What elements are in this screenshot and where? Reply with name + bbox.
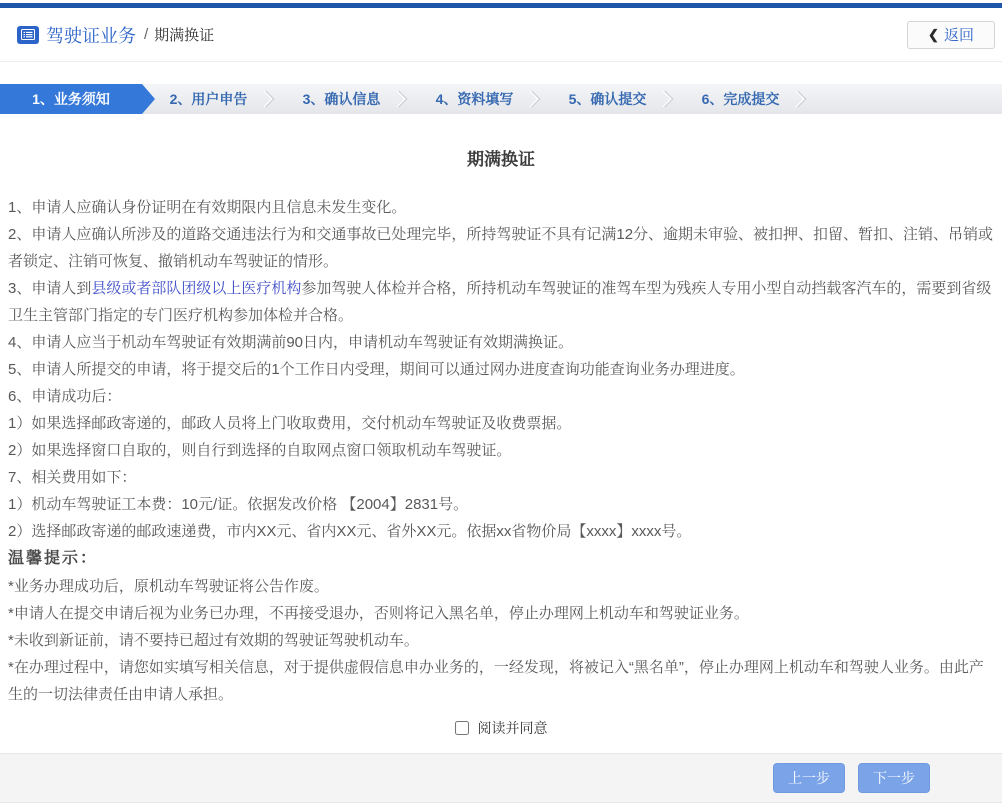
tip-item: *未收到新证前，请不要持已超过有效期的驾驶证驾驶机动车。 xyxy=(8,632,419,649)
header xyxy=(0,8,1002,62)
prev-step-button[interactable]: 上一步 xyxy=(773,763,845,793)
tab-step-5-confirm-submit[interactable]: 5、确认提交 xyxy=(541,84,674,114)
medical-institution-emphasis: 县级或者部队团级以上医疗机构 xyxy=(91,280,302,297)
notice-item: 2、申请人应确认所涉及的道路交通违法行为和交通事故已处理完毕，所持驾驶证不具有记满12分、逾期未审验、被扣押、扣留、暂扣、注销、吊销或者锁定、注销可恢复、撤销机动车驾驶证的情形。 xyxy=(8,226,994,270)
notice-text-block xyxy=(8,194,994,708)
step-wizard xyxy=(0,84,1002,114)
list-icon xyxy=(17,26,39,44)
notice-item: 6、申请成功后： xyxy=(8,388,122,405)
agree-row xyxy=(8,718,994,738)
tip-item: *业务办理成功后，原机动车驾驶证将公告作废。 xyxy=(8,578,329,595)
agree-label[interactable]: 阅读并同意 xyxy=(477,720,548,736)
breadcrumb-section: 驾驶证业务 xyxy=(46,25,136,46)
chevron-left-icon: ❮ xyxy=(928,26,939,42)
next-step-button[interactable]: 下一步 xyxy=(858,763,930,793)
breadcrumb-current-page: 期满换证 xyxy=(154,27,215,44)
tab-step-4-fill-materials[interactable]: 4、资料填写 xyxy=(408,84,541,114)
back-button-label: 返回 xyxy=(943,27,974,44)
tip-item: *申请人在提交申请后视为业务已办理，不再接受退办，否则将记入黑名单，停止办理网上机动车和驾驶证业务。 xyxy=(8,605,749,622)
main-content xyxy=(0,145,1002,738)
agree-checkbox[interactable] xyxy=(455,721,469,735)
notice-item: 5、申请人所提交的申请，将于提交后的1个工作日内受理，期间可以通过网办进度查询功能查询业务办理进度。 xyxy=(8,361,745,378)
notice-item: 1）机动车驾驶证工本费：10元/证。依据发改价格 【2004】2831号。 xyxy=(8,496,469,513)
page-title: 期满换证 xyxy=(467,150,535,169)
notice-item: 1）如果选择邮政寄递的，邮政人员将上门收取费用，交付机动车驾驶证及收费票据。 xyxy=(8,415,572,432)
tab-step-3-confirm-info[interactable]: 3、确认信息 xyxy=(275,84,408,114)
step-wizard-filler xyxy=(807,84,1002,114)
notice-item: 4、申请人应当于机动车驾驶证有效期满前90日内，申请机动车驾驶证有效期满换证。 xyxy=(8,334,574,351)
notice-item: 2）选择邮政寄递的邮政速递费，市内XX元、省内XX元、省外XX元。依据xx省物价局【xxxx】xxxx号。 xyxy=(8,523,692,540)
page xyxy=(0,3,1002,812)
back-button[interactable] xyxy=(907,21,995,49)
tips-title: 温馨提示： xyxy=(8,550,99,567)
notice-item: 7、相关费用如下： xyxy=(8,469,137,486)
tip-item: *在办理过程中，请您如实填写相关信息，对于提供虚假信息申办业务的，一经发现，将被记入“黑名单”，停止办理网上机动车和驾驶人业务。由此产生的一切法律责任由申请人承担。 xyxy=(8,659,984,703)
tab-step-6-finish-submit[interactable]: 6、完成提交 xyxy=(674,84,807,114)
notice-item: 2）如果选择窗口自取的，则自行到选择的自取网点窗口领取机动车驾驶证。 xyxy=(8,442,512,459)
notice-item-text: 参加驾驶人体检并合格，所持机动车驾驶证的准驾车型为残疾人专用小型自动挡载客汽车的，需要到省级卫生主管部门指定的专门医疗机构参加体检并合格。 xyxy=(8,280,992,324)
footer-action-bar xyxy=(0,753,1002,803)
notice-item xyxy=(8,275,994,329)
notice-item-text: 3、申请人到 xyxy=(8,280,92,297)
tab-step-2-user-declaration[interactable]: 2、用户申告 xyxy=(142,84,275,114)
tab-step-1-business-notice[interactable]: 1、业务须知 xyxy=(0,84,142,114)
breadcrumb-separator: / xyxy=(144,26,149,43)
notice-item: 1、申请人应确认身份证明在有效期限内且信息未发生变化。 xyxy=(8,199,407,216)
